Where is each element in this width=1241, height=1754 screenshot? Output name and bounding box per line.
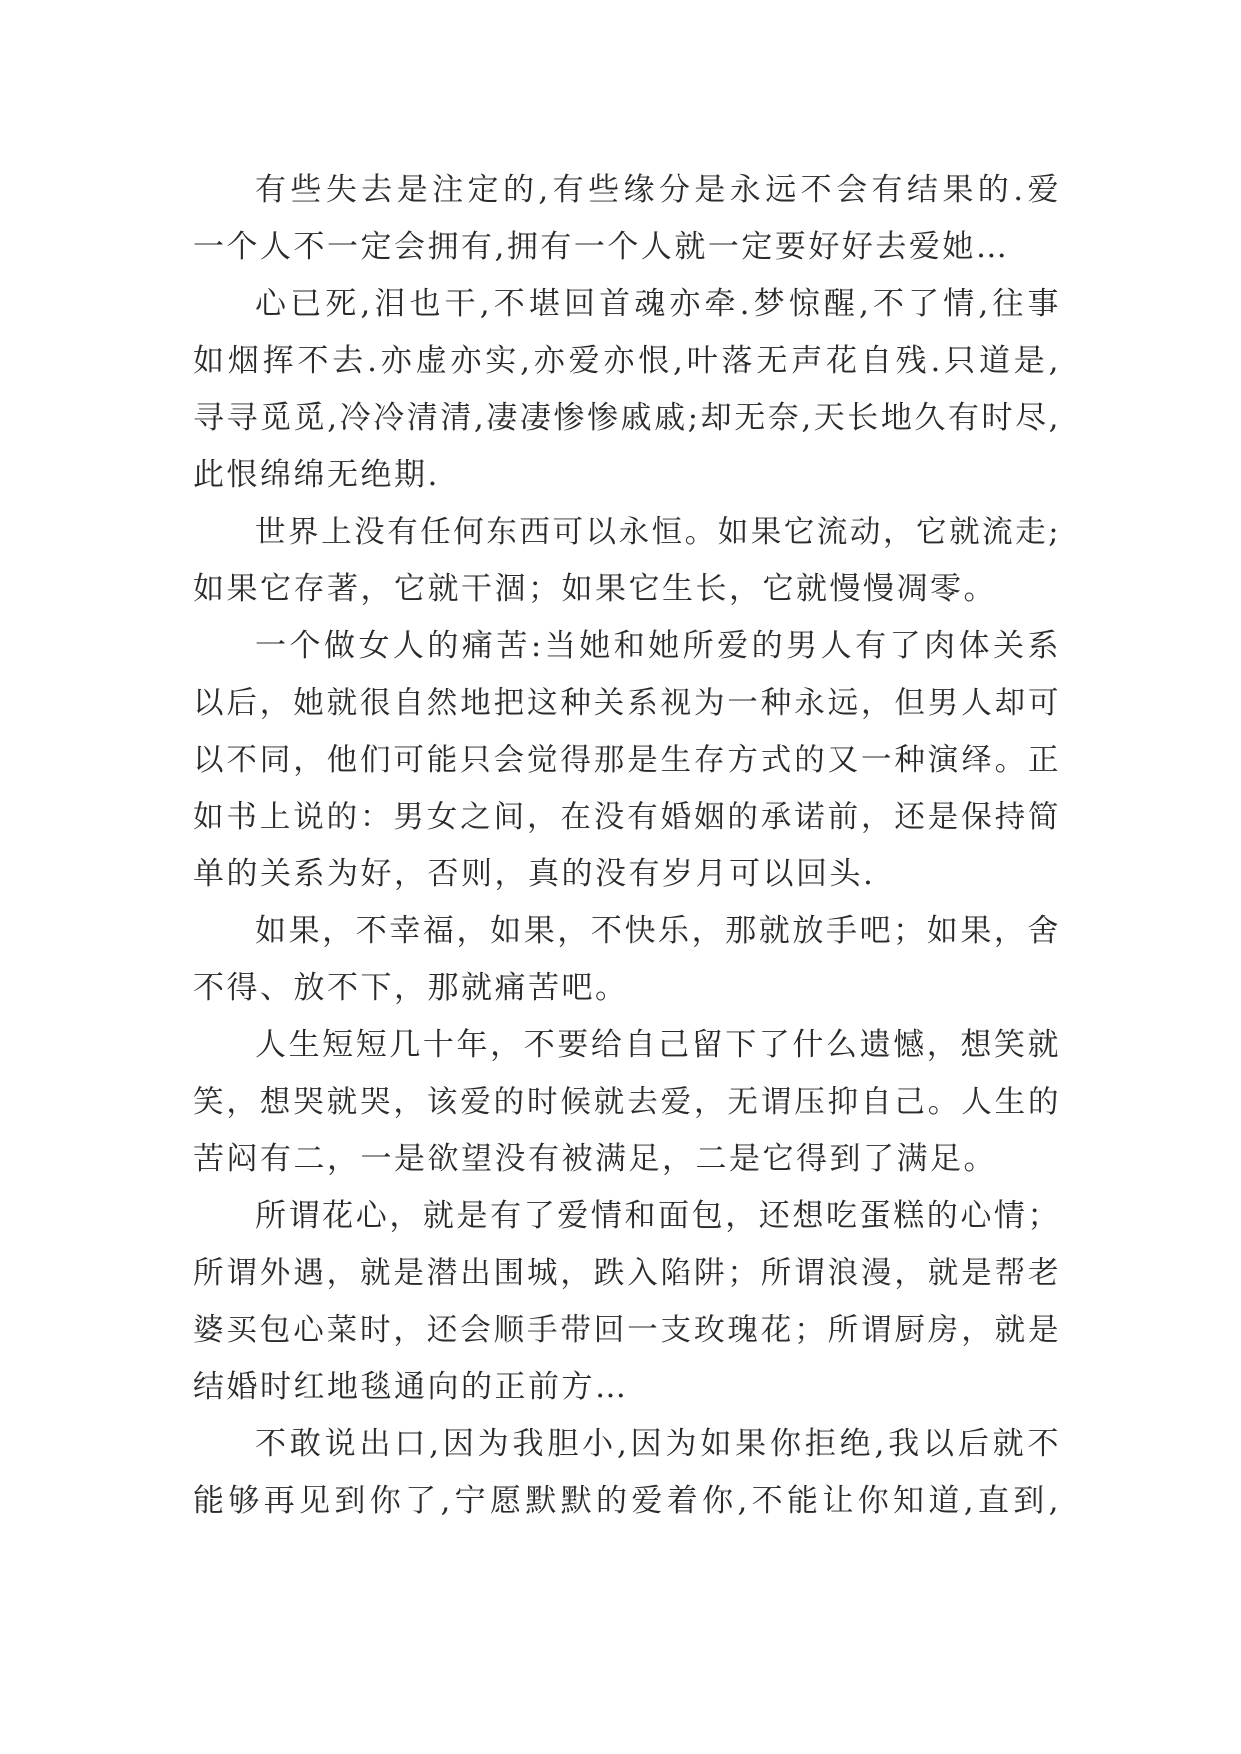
text-line: 世界上没有任何东西可以永恒。如果它流动，它就流走;	[255, 515, 1061, 550]
paragraph-6	[193, 1017, 1061, 1188]
document-body	[193, 162, 1061, 1530]
text-line: 不敢说出口,因为我胆小,因为如果你拒绝,我以后就不	[255, 1426, 1061, 1462]
paragraph-5	[193, 903, 1061, 1017]
text-line: 有些失去是注定的,有些缘分是永远不会有结果的.爱	[255, 172, 1061, 208]
text-line: 单的关系为好，否则，真的没有岁月可以回头.	[193, 856, 876, 892]
text-line: 笑，想哭就哭，该爱的时候就去爱，无谓压抑自己。人生的	[193, 1085, 1061, 1120]
paragraph-4	[193, 618, 1061, 903]
text-line: 此恨绵绵无绝期.	[193, 457, 440, 493]
text-line: 如烟挥不去.亦虚亦实,亦爱亦恨,叶落无声花自残.只道是,	[193, 343, 1061, 379]
paragraph-7	[193, 1188, 1061, 1416]
text-line: 不得、放不下，那就痛苦吧。	[193, 970, 629, 1006]
text-line: 心已死,泪也干,不堪回首魂亦牵.梦惊醒,不了情,往事	[255, 286, 1061, 322]
text-line: 人生短短几十年，不要给自己留下了什么遗憾，想笑就	[255, 1027, 1061, 1063]
text-line: 寻寻觅觅,冷冷清清,凄凄惨惨戚戚;却无奈,天长地久有时尽,	[193, 400, 1061, 436]
text-line: 能够再见到你了,宁愿默默的爱着你,不能让你知道,直到,	[193, 1483, 1061, 1519]
text-line: 一个做女人的痛苦:当她和她所爱的男人有了肉体关系	[255, 628, 1061, 664]
text-line: 结婚时红地毯通向的正前方…	[193, 1369, 629, 1405]
text-line: 苦闷有二，一是欲望没有被满足，二是它得到了满足。	[193, 1141, 997, 1177]
text-line: 如书上说的：男女之间，在没有婚姻的承诺前，还是保持简	[193, 800, 1061, 835]
text-line: 如果，不幸福，如果，不快乐，那就放手吧；如果，舍	[255, 913, 1061, 949]
text-line: 所谓外遇，就是潜出围城，跌入陷阱；所谓浪漫，就是帮老	[193, 1256, 1061, 1291]
paragraph-3	[193, 504, 1061, 618]
paragraph-1	[193, 162, 1061, 276]
paragraph-2	[193, 276, 1061, 504]
paragraph-8	[193, 1416, 1061, 1530]
text-line: 一个人不一定会拥有,拥有一个人就一定要好好去爱她…	[193, 229, 1010, 265]
text-line: 以不同，他们可能只会觉得那是生存方式的又一种演绎。正	[193, 743, 1061, 778]
text-line: 以后，她就很自然地把这种关系视为一种永远，但男人却可	[193, 686, 1061, 721]
text-line: 如果它存著，它就干涸；如果它生长，它就慢慢凋零。	[193, 571, 997, 607]
text-line: 所谓花心，就是有了爱情和面包，还想吃蛋糕的心情；	[255, 1198, 1061, 1234]
text-line: 婆买包心菜时，还会顺手带回一支玫瑰花；所谓厨房，就是	[193, 1313, 1061, 1348]
